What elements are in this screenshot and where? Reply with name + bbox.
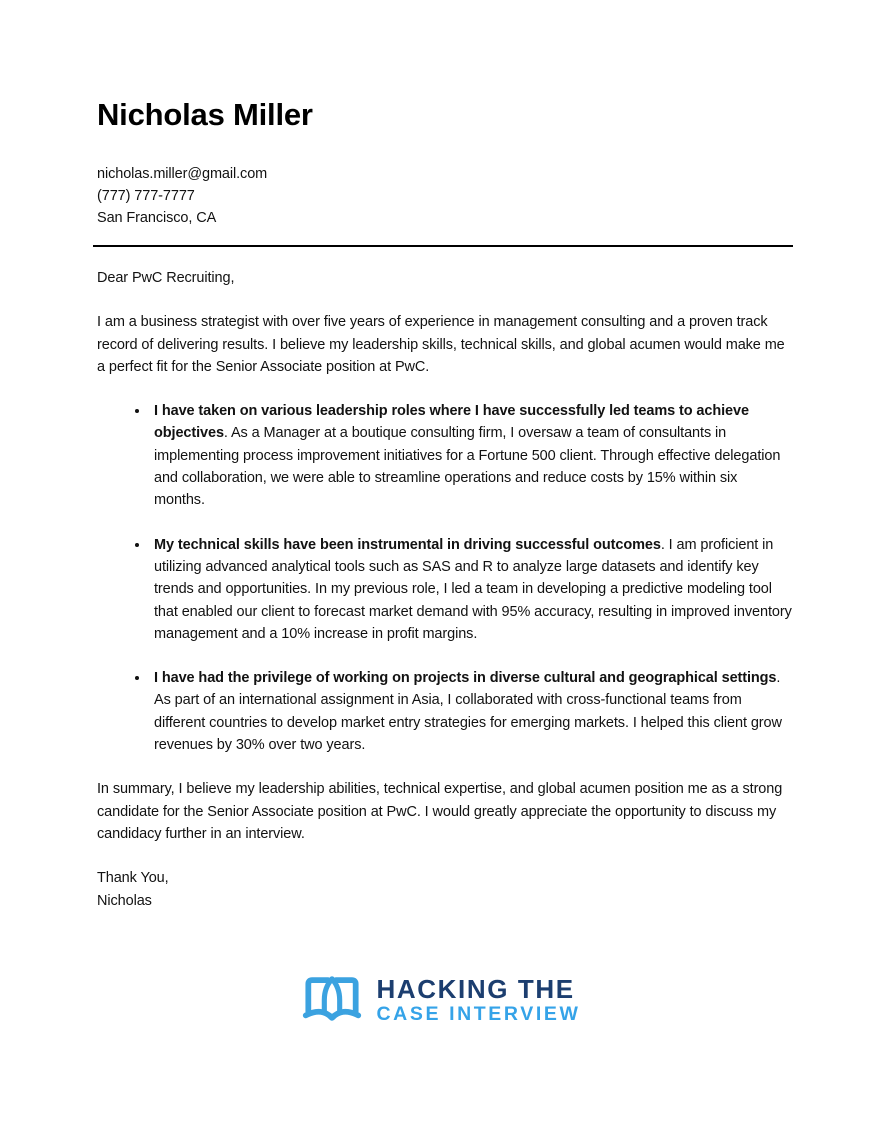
bullet-list (97, 400, 792, 756)
contact-location: San Francisco, CA (97, 210, 217, 226)
brand-logo (0, 966, 880, 1034)
letter-header (97, 96, 792, 229)
bullet-body-text: . As part of an international assignment in Asia, I collaborated with cross-functional teams from different countries to develop market entry strategies for emerging markets. I helped this client grow revenues by 30% over two years. (154, 670, 782, 754)
bullet-leadership (150, 400, 792, 511)
divider (93, 245, 793, 247)
open-book-icon (300, 966, 364, 1034)
logo-line-1: HACKING THE (376, 973, 575, 1004)
logo-line-2: CASE INTERVIEW (376, 1002, 581, 1025)
summary-paragraph: In summary, I believe my leadership abilities, technical expertise, and global acumen position me as a strong candidate for the Senior Associate position at PwC. I would greatly appreciate the opportunity to discuss my candidacy further in an interview. (97, 781, 783, 842)
bullet-global (150, 667, 792, 756)
logo-wordmark (377, 975, 581, 1026)
page-title: Nicholas Miller (97, 97, 313, 132)
greeting: Dear PwC Recruiting, (97, 270, 235, 286)
bullet-lead-in: My technical skills have been instrumental in driving successful outcomes (154, 536, 661, 553)
contact-block (97, 163, 792, 229)
intro-paragraph: I am a business strategist with over five years of experience in management consulting and a proven track record of delivering results. I believe my leadership skills, technical skills, and global acumen would make me a perfect fit for the Senior Associate position at PwC. (97, 314, 785, 375)
letter-body (97, 267, 792, 912)
bullet-body-text: . I am proficient in utilizing advanced analytical tools such as SAS and R to analyze large datasets and identify key trends and opportunities. In my previous role, I led a team in developing a predictive modeling tool that enabled our client to forecast market demand with 95% accuracy, resulting in improved inventory management and a 10% increase in profit margins. (154, 536, 792, 642)
bullet-lead-in: I have taken on various leadership roles where I have successfully led teams to achieve objectives (154, 403, 749, 442)
bullet-lead-in: I have had the privilege of working on projects in diverse cultural and geographical settings (154, 670, 777, 687)
bullet-body-text: . As a Manager at a boutique consulting firm, I oversaw a team of consultants in implementing process improvement initiatives for a Fortune 500 client. Through effective delegation and collaboration, we were able to streamline operations and reduce costs by 15% within six months. (154, 425, 781, 509)
contact-email: nicholas.miller@gmail.com (97, 166, 268, 182)
signoff-block (97, 867, 792, 912)
signoff: Thank You, (97, 870, 169, 887)
contact-phone: (777) 777-7777 (97, 188, 195, 204)
signature: Nicholas (97, 892, 152, 909)
bullet-technical (150, 534, 792, 645)
